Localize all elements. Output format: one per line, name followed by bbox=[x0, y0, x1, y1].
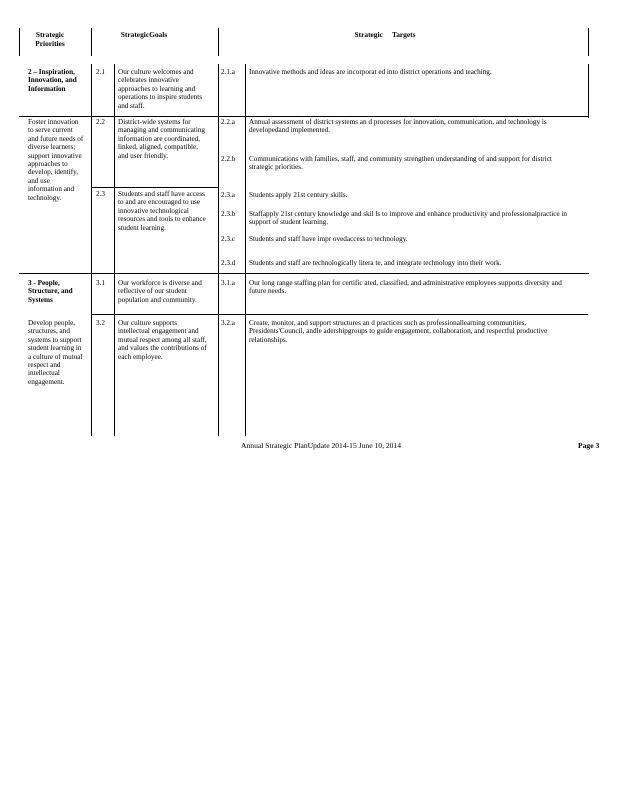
row-divider-target-3-1 bbox=[218, 314, 588, 315]
header-strategic-targets: Strategic Targets bbox=[354, 30, 416, 39]
target-text: Create, monitor, and support structures an d practices such as professionallearning communities, Presidents'Council, andle adershipgroups to guide engagement, collaboration, and respectful productive relationships. bbox=[249, 319, 548, 344]
goal-number: 3.1 bbox=[96, 279, 105, 287]
target-number: 2.2.a bbox=[221, 118, 235, 126]
priority-3-description: Develop people, structures, and systems to support student learning in a culture of mutual respect and intellectual engagement. bbox=[28, 319, 83, 386]
target-number: 2.1.a bbox=[221, 68, 235, 76]
col-divider-1 bbox=[91, 28, 92, 56]
target-number: 2.3.d bbox=[221, 259, 236, 267]
goal-text: Our culture supports intellectual engagement and mutual respect among all staff, and values the contributions of each employee. bbox=[118, 319, 207, 361]
target-text: Students apply 21st century skills. bbox=[249, 191, 348, 199]
target-text: Students and staff are technologically litera te, and integrate technology into their work. bbox=[249, 259, 502, 267]
target-text: Staffapply 21st century knowledge and skil ls to improve and enhance productivity and professionalpractice in support of student learning. bbox=[249, 210, 568, 227]
col-divider-1-lower bbox=[91, 64, 92, 436]
target-text: Annual assessment of district systems an d processes for innovation, communication, and technology is developedand implemented. bbox=[249, 118, 547, 135]
target-text: Our long range staffing plan for certific ated, classified, and administrative employees supports diversity and future needs. bbox=[249, 279, 562, 296]
table-border-left bbox=[19, 28, 20, 56]
target-number: 2.2.b bbox=[221, 155, 236, 163]
goal-text: Our culture welcomes and celebrates innovative approaches to learning and operations to inspire students and staff. bbox=[118, 68, 203, 110]
priority-2-title: 2 – Inspiration, Innovation, and Information bbox=[28, 68, 77, 93]
table-border-right bbox=[588, 28, 589, 56]
col-divider-4 bbox=[245, 64, 246, 436]
row-divider-2 bbox=[19, 273, 589, 274]
goal-number: 2.3 bbox=[96, 190, 105, 198]
target-text: Innovative methods and ideas are incorporat ed into district operations and teaching. bbox=[249, 68, 492, 76]
target-number: 2.3.c bbox=[221, 235, 235, 243]
row-divider-goal-3-1 bbox=[91, 314, 219, 315]
col-divider-3 bbox=[218, 28, 219, 56]
table-border-right-lower bbox=[588, 64, 589, 118]
goal-text: District-wide systems for managing and communicating information are coordinated, linked, aligned, compatible, and user friendly. bbox=[118, 118, 206, 160]
header-strategic-goals: StrategicGoals bbox=[120, 30, 168, 39]
target-text: Communications with families, staff, and community strengthen understanding of and support for district strategic priorities. bbox=[249, 155, 552, 172]
row-divider-goal-2-3 bbox=[91, 187, 219, 188]
goal-text: Our workforce is diverse and reflective of our student population and community. bbox=[118, 279, 202, 304]
goal-number: 2.1 bbox=[96, 68, 105, 76]
footer-page-number: Page 3 bbox=[578, 441, 600, 450]
priority-2-description: Foster innovation to serve current and future needs of diverse learners; support innovative approaches to develop, identify, and use information and technology. bbox=[28, 118, 84, 202]
col-divider-2 bbox=[114, 64, 115, 436]
footer-document-title: Annual Strategic PlanUpdate 2014-15 June 10, 2014 bbox=[241, 441, 402, 450]
row-divider-1 bbox=[19, 116, 589, 117]
target-number: 3.2.a bbox=[221, 319, 235, 327]
header-strategic-priorities: Strategic Priorities bbox=[35, 30, 65, 48]
priority-3-title: 3 - People, Structure, and Systems bbox=[28, 279, 73, 304]
target-text: Students and staff have impr ovedaccess to technology. bbox=[249, 235, 408, 243]
target-number: 2.3.a bbox=[221, 191, 235, 199]
col-divider-3-lower bbox=[218, 64, 219, 436]
goal-number: 2.2 bbox=[96, 118, 105, 126]
target-number: 3.1.a bbox=[221, 279, 235, 287]
target-number: 2.3.b bbox=[221, 210, 236, 218]
goal-text: Students and staff have access to and are encouraged to use innovative technological resources and tools to enhance student learning. bbox=[118, 190, 206, 232]
goal-number: 3.2 bbox=[96, 319, 105, 327]
